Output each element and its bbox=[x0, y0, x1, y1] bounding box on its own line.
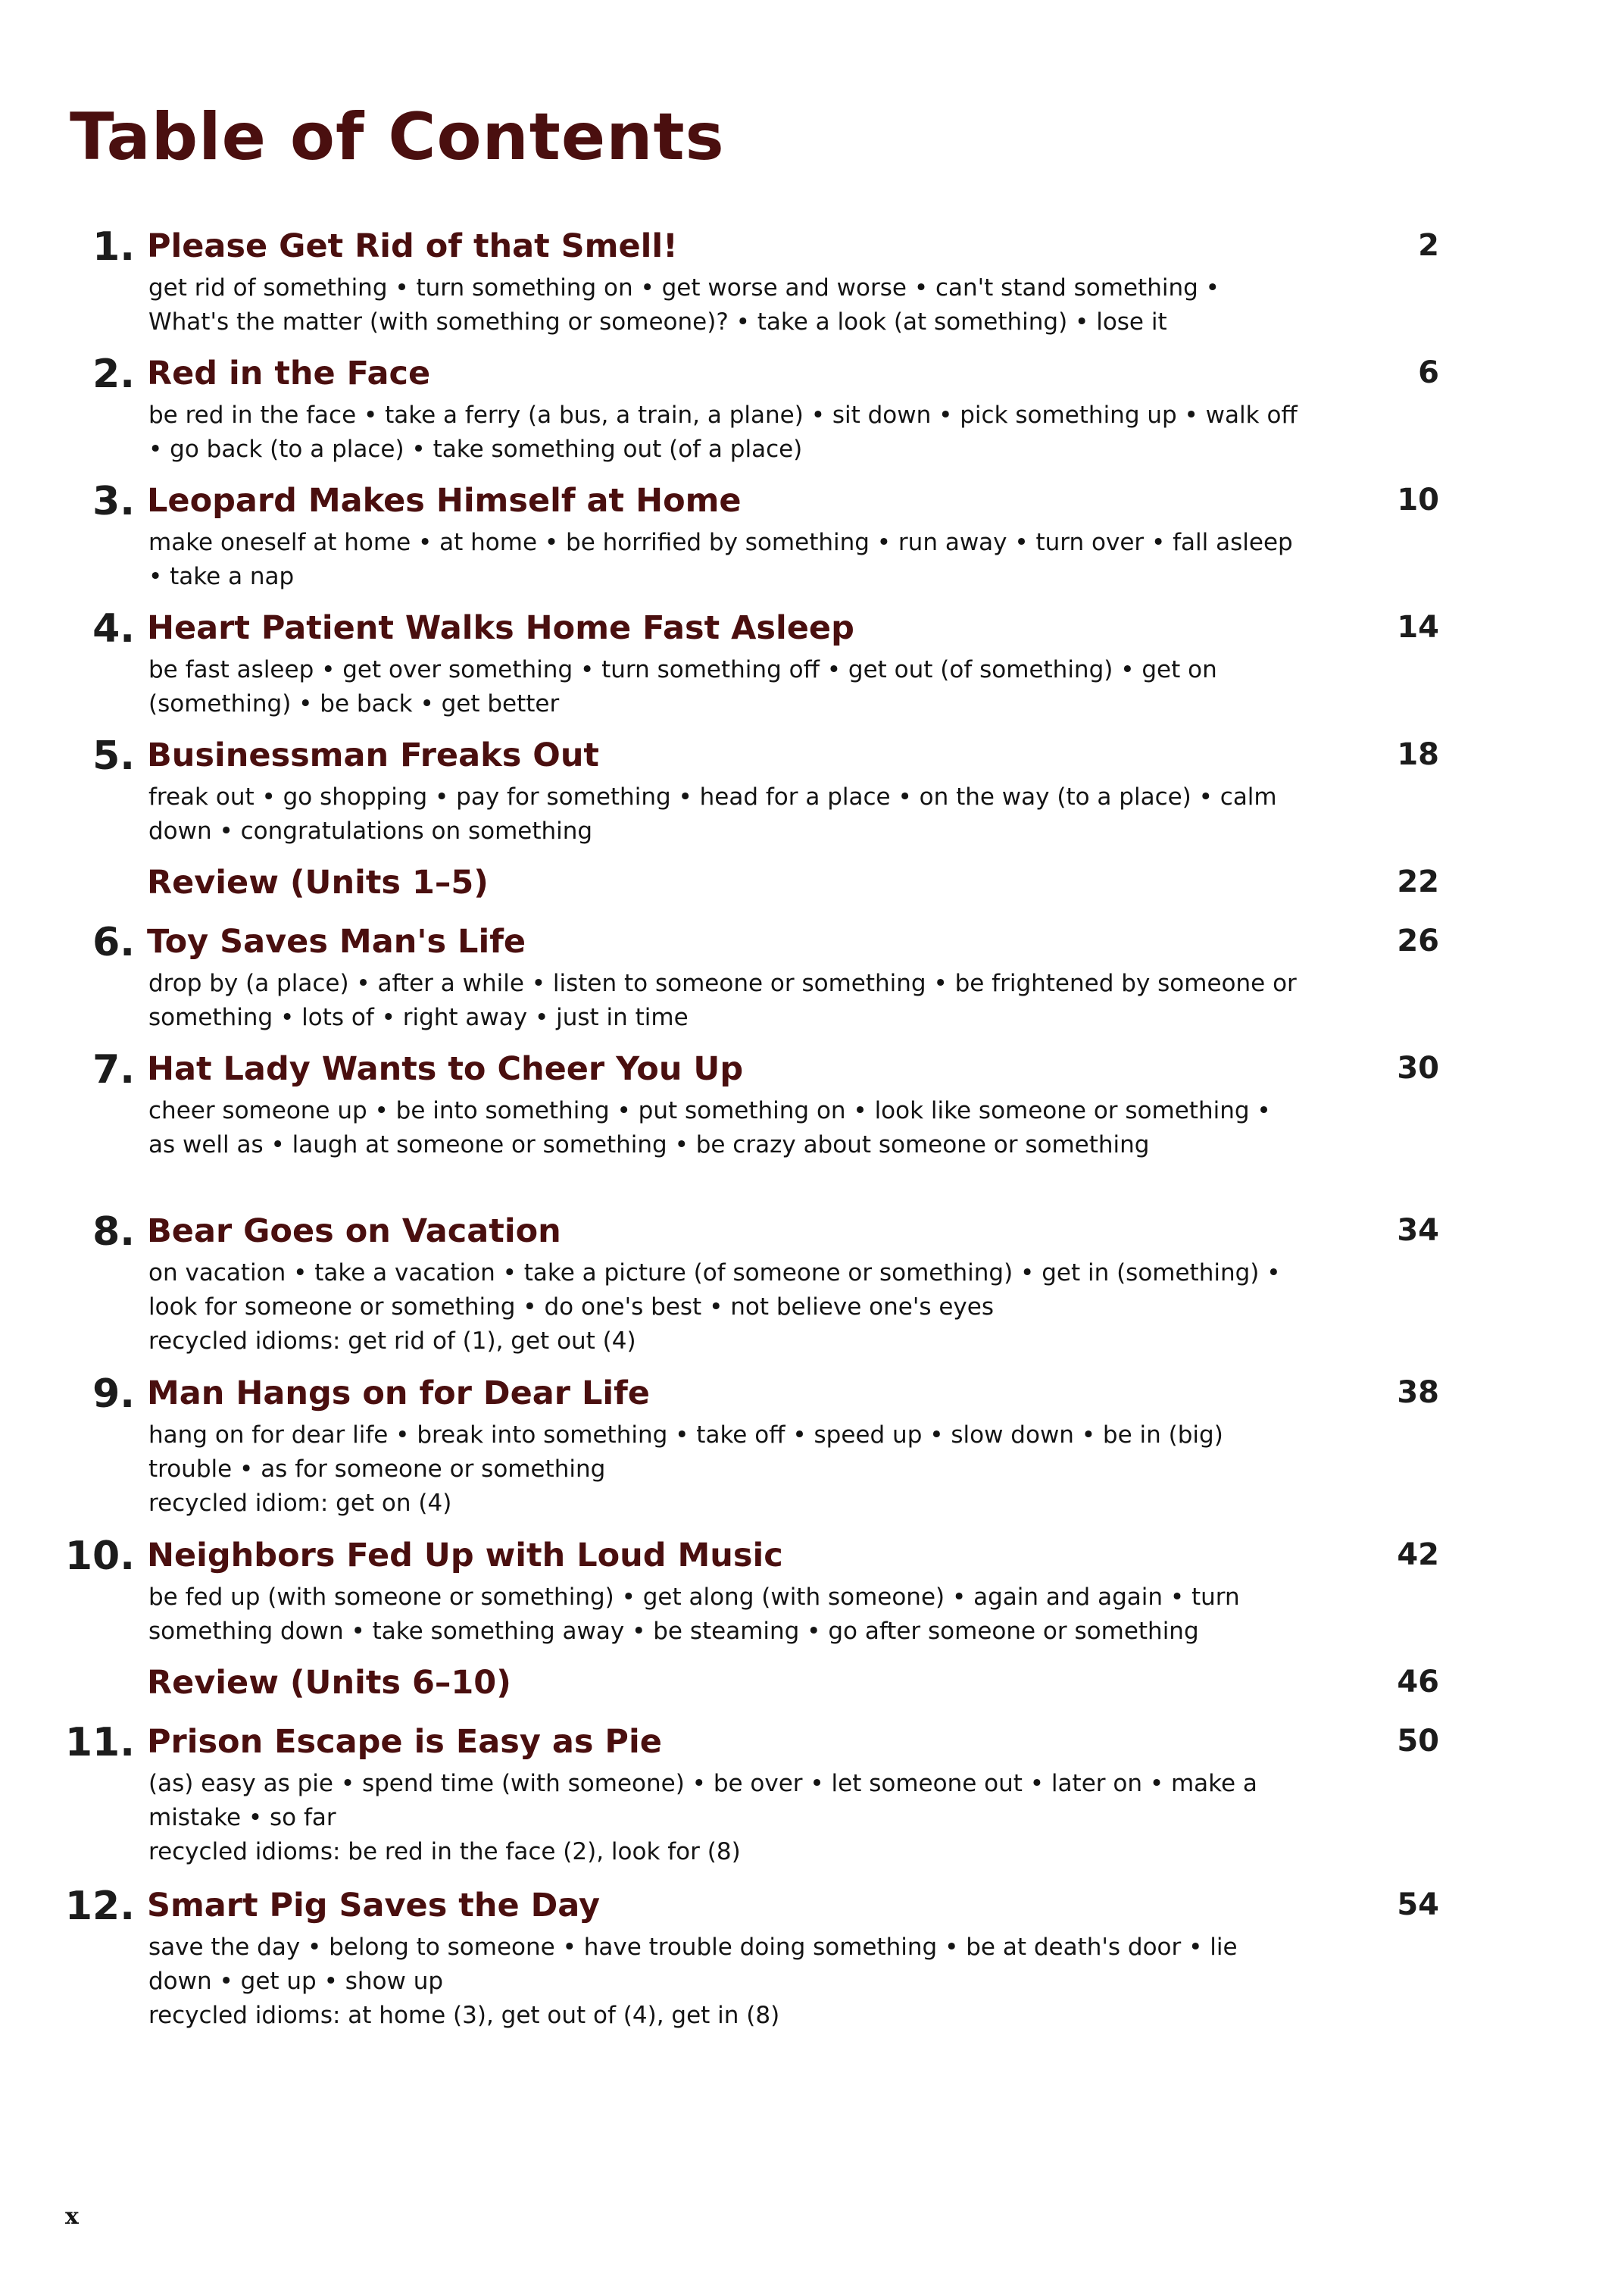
idiom-list bbox=[148, 1418, 1300, 1521]
unit-number: 5. bbox=[92, 733, 135, 779]
unit-number: 9. bbox=[92, 1371, 135, 1417]
page-number: 26 bbox=[1397, 924, 1439, 958]
idiom-list: make oneself at home • at home • be horrified by something • run away • turn over • fall asleep • take a nap bbox=[148, 529, 1293, 590]
unit-title[interactable]: Smart Pig Saves the Day bbox=[147, 1887, 600, 1924]
unit-title[interactable]: Hat Lady Wants to Cheer You Up bbox=[147, 1050, 744, 1088]
unit-number: 1. bbox=[92, 224, 135, 270]
idiom-list: freak out • go shopping • pay for something • head for a place • on the way (to a place) • calm down • congratulations on something bbox=[148, 783, 1277, 845]
page-number: 10 bbox=[1397, 483, 1439, 517]
unit-number: 3. bbox=[92, 479, 135, 524]
idiom-list bbox=[148, 1256, 1300, 1358]
page-number: 34 bbox=[1397, 1213, 1439, 1248]
unit-number: 12. bbox=[64, 1884, 135, 1929]
page-number: 2 bbox=[1418, 228, 1439, 263]
unit-number: 6. bbox=[92, 920, 135, 965]
unit-number: 10. bbox=[64, 1534, 135, 1579]
recycled-idioms: recycled idioms: at home (3), get out of (4), get in (8) bbox=[148, 2002, 780, 2029]
idiom-list bbox=[148, 1767, 1300, 1869]
unit-title[interactable]: Please Get Rid of that Smell! bbox=[147, 227, 678, 265]
page-number: 50 bbox=[1397, 1724, 1439, 1759]
page-number: 22 bbox=[1397, 864, 1439, 899]
review-title[interactable]: Review (Units 6–10) bbox=[147, 1664, 511, 1702]
unit-title[interactable]: Heart Patient Walks Home Fast Asleep bbox=[147, 609, 854, 647]
recycled-idioms: recycled idiom: get on (4) bbox=[148, 1490, 452, 1517]
idiom-list: be fed up (with someone or something) • get along (with someone) • again and again • turn something down • take something away • be steaming • go after someone or something bbox=[148, 1584, 1240, 1645]
page-number: 18 bbox=[1397, 737, 1439, 772]
recycled-idioms: recycled idioms: be red in the face (2), look for (8) bbox=[148, 1838, 741, 1865]
review-title[interactable]: Review (Units 1–5) bbox=[147, 864, 489, 902]
idiom-text: hang on for dear life • break into something • take off • speed up • slow down • be in (big) trouble • as for someone or something bbox=[148, 1421, 1223, 1483]
unit-number: 7. bbox=[92, 1047, 135, 1093]
page-number: 30 bbox=[1397, 1051, 1439, 1086]
unit-number: 2. bbox=[92, 352, 135, 397]
idiom-list: be red in the face • take a ferry (a bus, a train, a plane) • sit down • pick something up • walk off • go back (to a place) • take something out (of a place) bbox=[148, 402, 1298, 463]
unit-title[interactable]: Neighbors Fed Up with Loud Music bbox=[147, 1537, 783, 1574]
unit-title[interactable]: Prison Escape is Easy as Pie bbox=[147, 1723, 662, 1761]
idiom-list: get rid of something • turn something on • get worse and worse • can't stand something • What's the matter (with something or someone)? • take a look (at something) • lose it bbox=[148, 274, 1220, 336]
idiom-list: be fast asleep • get over something • turn something off • get out (of something) • get on (something) • be back • get better bbox=[148, 656, 1217, 718]
page-number: 42 bbox=[1397, 1537, 1439, 1572]
page-number: 54 bbox=[1397, 1887, 1439, 1922]
unit-title[interactable]: Red in the Face bbox=[147, 355, 431, 392]
unit-title[interactable]: Man Hangs on for Dear Life bbox=[147, 1374, 650, 1412]
page-title: Table of Contents bbox=[70, 99, 725, 175]
page-footer-mark: x bbox=[65, 2203, 79, 2230]
unit-title[interactable]: Businessman Freaks Out bbox=[147, 736, 599, 774]
idiom-text: on vacation • take a vacation • take a picture (of someone or something) • get in (something) • look for someone or something • do one's best • not believe one's eyes bbox=[148, 1259, 1281, 1321]
page-number: 14 bbox=[1397, 610, 1439, 645]
unit-number: 8. bbox=[92, 1209, 135, 1255]
idiom-text: save the day • belong to someone • have trouble doing something • be at death's door • lie down • get up • show up bbox=[148, 1934, 1238, 1995]
page-number: 46 bbox=[1397, 1665, 1439, 1699]
idiom-list bbox=[148, 1931, 1300, 2033]
idiom-text: (as) easy as pie • spend time (with someone) • be over • let someone out • later on • make a mistake • so far bbox=[148, 1770, 1257, 1831]
unit-title[interactable]: Leopard Makes Himself at Home bbox=[147, 482, 742, 520]
page-number: 6 bbox=[1418, 355, 1439, 390]
unit-number: 4. bbox=[92, 606, 135, 652]
idiom-list: drop by (a place) • after a while • listen to someone or something • be frightened by someone or something • lots of • right away • just in time bbox=[148, 970, 1297, 1031]
idiom-list: cheer someone up • be into something • put something on • look like someone or something • as well as • laugh at someone or something • be crazy about someone or something bbox=[148, 1097, 1271, 1158]
unit-title[interactable]: Bear Goes on Vacation bbox=[147, 1212, 561, 1250]
unit-number: 11. bbox=[64, 1720, 135, 1765]
unit-title[interactable]: Toy Saves Man's Life bbox=[147, 923, 526, 961]
page-number: 38 bbox=[1397, 1375, 1439, 1410]
recycled-idioms: recycled idioms: get rid of (1), get out (4) bbox=[148, 1327, 636, 1355]
